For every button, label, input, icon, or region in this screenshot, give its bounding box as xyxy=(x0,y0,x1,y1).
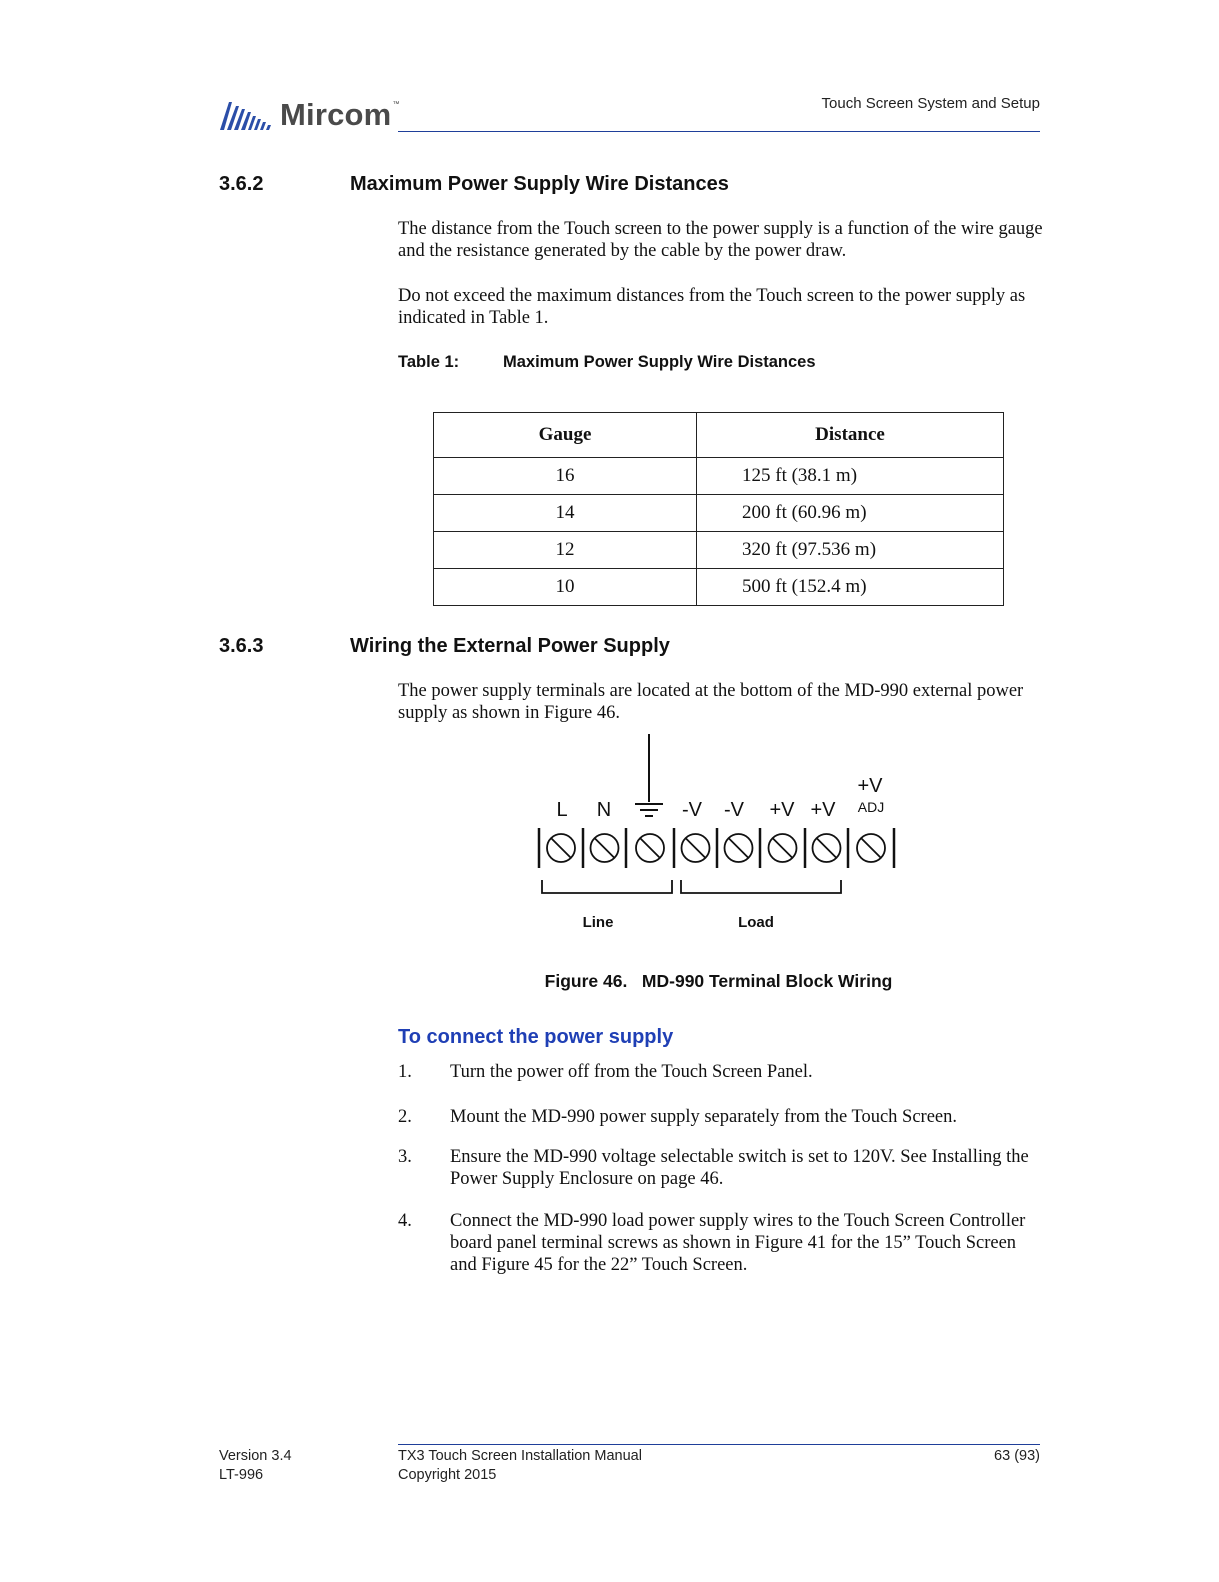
screw-terminal-icon xyxy=(682,834,710,862)
column-header-gauge: Gauge xyxy=(434,413,697,458)
table-row xyxy=(434,569,1004,606)
section-number-363: 3.6.3 xyxy=(219,635,264,657)
mircom-logo-mark-icon xyxy=(220,100,272,130)
paragraph-wire-distance: The distance from the Touch screen to the power supply is a function of the wire gauge and the resistance generated by the cable by the power draw. xyxy=(398,219,1043,261)
gauge-cell: 16 xyxy=(434,458,697,495)
step-text: Connect the MD-990 load power supply wires to the Touch Screen Controller board panel terminal screws as shown in Figure 41 for the 15” Touch Screen and Figure 45 for the 22” Touch Screen. xyxy=(450,1211,1026,1275)
table-row xyxy=(434,458,1004,495)
step-number: 2. xyxy=(398,1107,412,1127)
line-group-label: Line xyxy=(582,914,614,931)
wire-distance-table xyxy=(433,412,1004,606)
screw-terminal-icon xyxy=(769,834,797,862)
page-number: 63 (93) xyxy=(994,1448,1040,1464)
header-section-title: Touch Screen System and Setup xyxy=(821,95,1040,112)
logo-trademark: ™ xyxy=(392,101,400,108)
table-caption-title: Maximum Power Supply Wire Distances xyxy=(503,353,816,371)
terminal-label-l: L xyxy=(556,799,568,821)
logo-wordmark: Mircom xyxy=(280,97,392,132)
ground-icon xyxy=(635,734,663,816)
terminal-block-diagram xyxy=(520,730,910,940)
gauge-cell: 12 xyxy=(434,532,697,569)
step-text: Mount the MD-990 power supply separately from the Touch Screen. xyxy=(450,1107,957,1127)
screw-terminal-icon xyxy=(857,834,885,862)
terminal-label-n: N xyxy=(596,799,612,821)
doc-code-text: LT-996 xyxy=(219,1467,264,1483)
table-header-row xyxy=(434,413,1004,458)
terminal-label-pos-v-1: +V xyxy=(769,799,795,821)
line-group-bracket xyxy=(542,880,672,893)
gauge-cell: 14 xyxy=(434,495,697,532)
column-header-distance: Distance xyxy=(697,413,1004,458)
terminal-label-neg-v-1: -V xyxy=(682,799,702,821)
terminal-label-pos-v-adj: +V xyxy=(857,775,883,797)
step-number: 4. xyxy=(398,1211,412,1231)
step-text: Ensure the MD-990 voltage selectable switch is set to 120V. See Installing the Power Supply Enclosure on page 46. xyxy=(450,1147,1029,1189)
step-number: 1. xyxy=(398,1062,412,1082)
procedure-title: To connect the power supply xyxy=(398,1026,674,1048)
copyright-text: Copyright 2015 xyxy=(398,1467,497,1483)
table-caption xyxy=(398,353,816,372)
distance-cell: 125 ft (38.1 m) xyxy=(697,458,1004,495)
manual-title-text: TX3 Touch Screen Installation Manual xyxy=(398,1448,642,1464)
terminal-label-neg-v-2: -V xyxy=(724,799,744,821)
screw-terminal-icon xyxy=(813,834,841,862)
screw-terminal-icon xyxy=(725,834,753,862)
load-group-bracket xyxy=(681,880,841,893)
footer-version xyxy=(219,1447,292,1485)
gauge-cell: 10 xyxy=(434,569,697,606)
step-number: 3. xyxy=(398,1147,412,1167)
header-rule xyxy=(398,131,1040,132)
footer-rule xyxy=(398,1444,1040,1445)
screw-terminal-icon xyxy=(547,834,575,862)
terminal-block-figure xyxy=(520,730,910,945)
screw-terminal-icon xyxy=(591,834,619,862)
distance-cell: 500 ft (152.4 m) xyxy=(697,569,1004,606)
section-title-362: Maximum Power Supply Wire Distances xyxy=(350,173,729,195)
mircom-logo xyxy=(220,97,400,132)
load-group-label: Load xyxy=(738,914,774,931)
terminal-label-adj: ADJ xyxy=(857,799,885,815)
distance-cell: 320 ft (97.536 m) xyxy=(697,532,1004,569)
section-title-363: Wiring the External Power Supply xyxy=(350,635,670,657)
version-text: Version 3.4 xyxy=(219,1448,292,1464)
figure-caption: Figure 46. MD-990 Terminal Block Wiring xyxy=(544,971,893,991)
paragraph-terminals-location: The power supply terminals are located at the bottom of the MD-990 external power supply as shown in Figure 46. xyxy=(398,681,1024,723)
table-caption-label: Table 1: xyxy=(398,353,460,371)
terminal-label-pos-v-2: +V xyxy=(810,799,836,821)
footer-manual xyxy=(398,1447,642,1485)
step-text: Turn the power off from the Touch Screen Panel. xyxy=(450,1062,813,1082)
section-number-362: 3.6.2 xyxy=(219,173,264,195)
paragraph-do-not-exceed: Do not exceed the maximum distances from the Touch screen to the power supply as indicated in Table 1. xyxy=(398,286,1026,328)
distance-cell: 200 ft (60.96 m) xyxy=(697,495,1004,532)
screw-terminal-icon xyxy=(636,834,664,862)
table-row xyxy=(434,532,1004,569)
table-row xyxy=(434,495,1004,532)
